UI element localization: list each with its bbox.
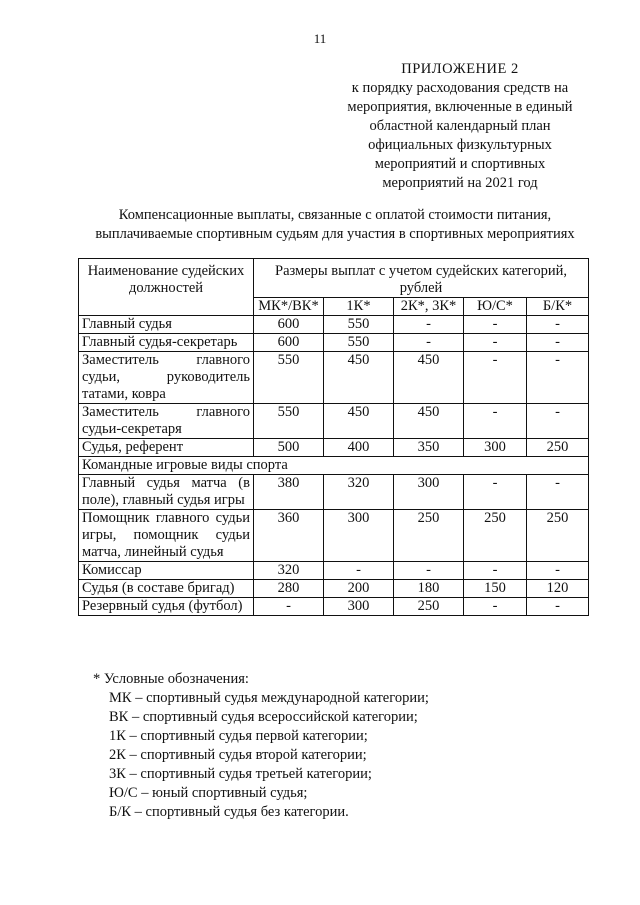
table-row [79, 316, 589, 334]
appendix-line: мероприятий на 2021 год [382, 175, 538, 191]
payment-value-cell: 450 [394, 404, 464, 439]
payment-value-cell: 550 [324, 334, 394, 352]
payment-value-cell: 150 [464, 580, 527, 598]
payment-value-cell: 200 [324, 580, 394, 598]
category-header: Б/К* [527, 298, 589, 316]
payment-value-cell: 450 [324, 404, 394, 439]
legend-item: МК – спортивный судья международной категории; [109, 690, 429, 706]
table-row [79, 334, 589, 352]
payments-table [78, 258, 589, 616]
table-row [79, 404, 589, 439]
appendix-line: к порядку расходования средств на [351, 80, 569, 96]
payment-value-cell: 300 [324, 510, 394, 562]
payment-value-cell: 250 [464, 510, 527, 562]
position-name-cell: Резервный судья (футбол) [79, 598, 254, 616]
payment-value-cell: - [527, 316, 589, 334]
payment-value-cell: - [464, 352, 527, 404]
category-header: 2К*, 3К* [394, 298, 464, 316]
position-name-cell: Судья (в составе бригад) [79, 580, 254, 598]
appendix-line: мероприятий и спортивных [374, 156, 546, 172]
payment-value-cell: - [527, 598, 589, 616]
table-row [79, 439, 589, 457]
payment-value-cell: - [464, 562, 527, 580]
category-header: 1К* [324, 298, 394, 316]
position-name-cell: Главный судья [79, 316, 254, 334]
payment-value-cell: - [464, 334, 527, 352]
table-row [79, 510, 589, 562]
legend-item: Б/К – спортивный судья без категории. [109, 804, 349, 820]
legend-item: 3К – спортивный судья третьей категории; [109, 766, 372, 782]
payment-value-cell: 550 [254, 404, 324, 439]
payment-value-cell: 320 [254, 562, 324, 580]
appendix-line: официальных физкультурных [368, 137, 552, 153]
section-row [79, 457, 589, 475]
payment-value-cell: 380 [254, 475, 324, 510]
appendix-block [330, 60, 590, 193]
table-row [79, 562, 589, 580]
table-row [79, 352, 589, 404]
payment-value-cell: 450 [324, 352, 394, 404]
column-group-header: Размеры выплат с учетом судейских категорий, рублей [254, 259, 589, 298]
position-name-cell: Судья, референт [79, 439, 254, 457]
payment-value-cell: 500 [254, 439, 324, 457]
legend [93, 670, 593, 822]
payment-value-cell: 280 [254, 580, 324, 598]
payment-value-cell: 550 [324, 316, 394, 334]
legend-item: ВК – спортивный судья всероссийской категории; [109, 709, 418, 725]
payment-value-cell: 400 [324, 439, 394, 457]
payment-value-cell: - [324, 562, 394, 580]
position-name-cell: Заместитель главного судьи-секретаря [79, 404, 254, 439]
payment-value-cell: - [394, 562, 464, 580]
payment-value-cell: - [527, 475, 589, 510]
payment-value-cell: 450 [394, 352, 464, 404]
payment-value-cell: - [394, 316, 464, 334]
category-header: МК*/ВК* [254, 298, 324, 316]
payment-value-cell: 300 [464, 439, 527, 457]
legend-item: 2К – спортивный судья второй категории; [109, 747, 367, 763]
payment-value-cell: - [527, 562, 589, 580]
table-row [79, 475, 589, 510]
table-row [79, 580, 589, 598]
payment-value-cell: - [527, 404, 589, 439]
payment-value-cell: 180 [394, 580, 464, 598]
payment-value-cell: 250 [394, 510, 464, 562]
payment-value-cell: - [464, 316, 527, 334]
category-header: Ю/С* [464, 298, 527, 316]
legend-title: * Условные обозначения: [93, 671, 249, 687]
payment-value-cell: - [464, 598, 527, 616]
heading-line: Компенсационные выплаты, связанные с оплатой стоимости питания, [118, 207, 552, 223]
legend-item: 1К – спортивный судья первой категории; [109, 728, 368, 744]
position-name-cell: Комиссар [79, 562, 254, 580]
position-name-cell: Главный судья матча (в поле), главный судья игры [79, 475, 254, 510]
section-title: Командные игровые виды спорта [79, 457, 589, 475]
payment-value-cell: 250 [527, 510, 589, 562]
appendix-title: ПРИЛОЖЕНИЕ 2 [401, 61, 519, 77]
payment-value-cell: 250 [394, 598, 464, 616]
payment-value-cell: 120 [527, 580, 589, 598]
payment-value-cell: - [394, 334, 464, 352]
payment-value-cell: - [527, 334, 589, 352]
legend-item: Ю/С – юный спортивный судья; [109, 785, 308, 801]
payment-value-cell: 320 [324, 475, 394, 510]
payment-value-cell: - [464, 475, 527, 510]
payment-value-cell: 300 [394, 475, 464, 510]
column-header-name: Наименование судейских должностей [79, 259, 254, 316]
position-name-cell: Главный судья-секретарь [79, 334, 254, 352]
payment-value-cell: - [464, 404, 527, 439]
payment-value-cell: 600 [254, 334, 324, 352]
payment-value-cell: 300 [324, 598, 394, 616]
position-name-cell: Помощник главного судьи игры, помощник судьи матча, линейный судья [79, 510, 254, 562]
table-row [79, 598, 589, 616]
page-number: 11 [313, 31, 327, 46]
payment-value-cell: 350 [394, 439, 464, 457]
payment-value-cell: - [254, 598, 324, 616]
table-header-row [79, 259, 589, 298]
payment-value-cell: 360 [254, 510, 324, 562]
heading-line: выплачиваемые спортивным судьям для участия в спортивных мероприятиях [95, 226, 575, 242]
appendix-line: мероприятия, включенные в единый [347, 99, 573, 115]
document-heading [70, 206, 600, 244]
payment-value-cell: 250 [527, 439, 589, 457]
payment-value-cell: 550 [254, 352, 324, 404]
payment-value-cell: - [527, 352, 589, 404]
appendix-line: областной календарный план [369, 118, 551, 134]
position-name-cell: Заместитель главного судьи, руководитель татами, ковра [79, 352, 254, 404]
payment-value-cell: 600 [254, 316, 324, 334]
